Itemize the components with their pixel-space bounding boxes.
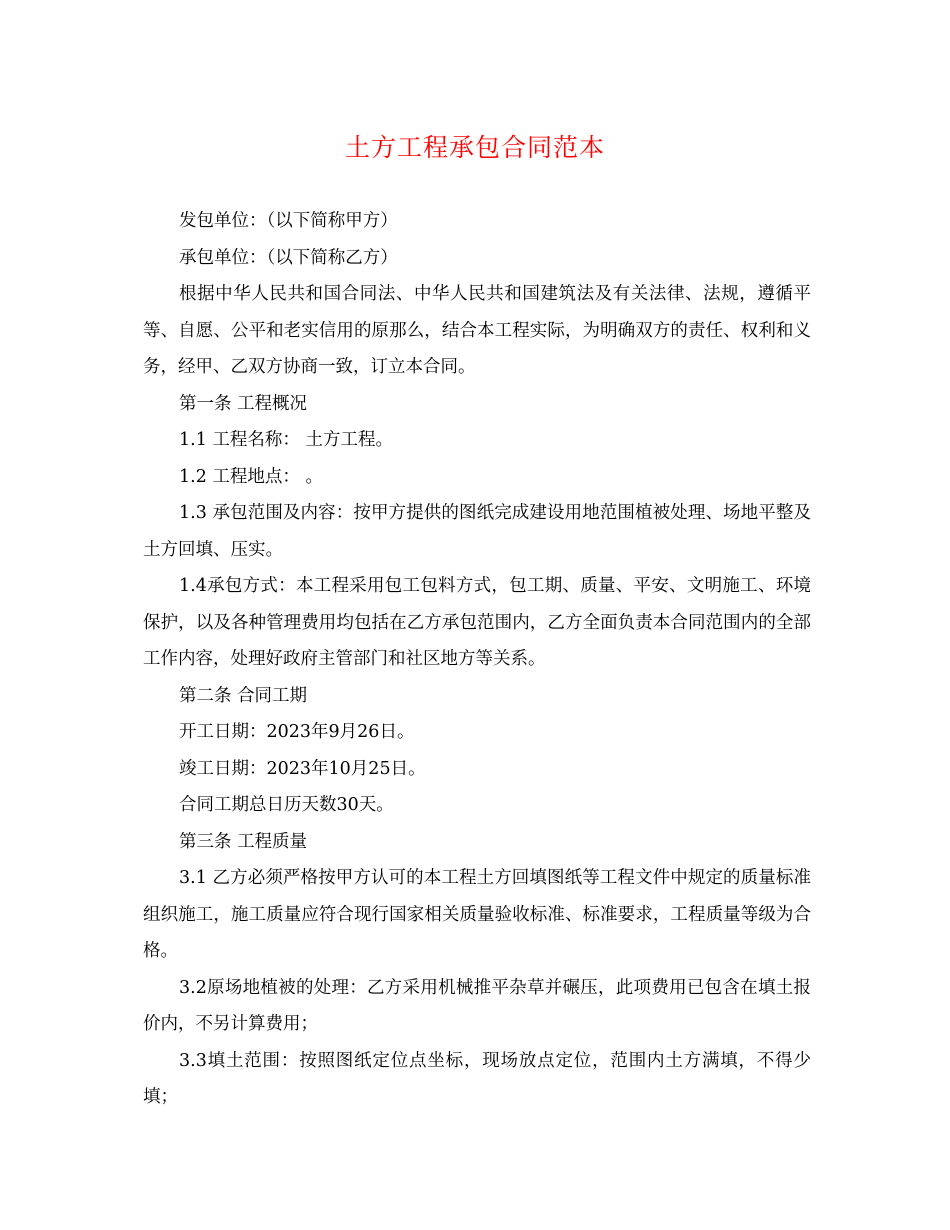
clause-1-4: 1.4承包方式：本工程采用包工包料方式，包工期、质量、平安、文明施工、环境保护，以及各种管理费用均包括在乙方承包范围内，乙方全面负责本合同范围内的全部工作内容，处理好政府主管部门和社区地方等关系。	[143, 576, 811, 669]
clause-1-3: 1.3 承包范围及内容：按甲方提供的图纸完成建设用地范围植被处理、场地平整及土方回填、压实。	[143, 503, 811, 560]
start-date: 开工日期：2023年9月26日。	[179, 722, 415, 742]
clause-3-1: 3.1 乙方必须严格按甲方认可的本工程土方回填图纸等工程文件中规定的质量标准组织施工，施工质量应符合现行国家相关质量验收标准、标准要求，工程质量等级为合格。	[143, 868, 811, 961]
heading-article-1: 第一条 工程概况	[179, 393, 308, 414]
document-title: 土方工程承包合同范本	[344, 133, 605, 162]
paragraph-employer: 发包单位：（以下简称甲方）	[179, 211, 398, 231]
total-duration: 合同工期总日历天数30天。	[179, 795, 394, 815]
completion-date: 竣工日期：2023年10月25日。	[179, 758, 426, 779]
document-body	[143, 203, 811, 1116]
paragraph-contractor: 承包单位：（以下简称乙方）	[179, 247, 398, 268]
clause-3-2: 3.2原场地植被的处理：乙方采用机械推平杂草并碾压，此项费用已包含在填土报价内，不另计算费用；	[143, 977, 811, 1034]
paragraph-preamble: 根据中华人民共和国合同法、中华人民共和国建筑法及有关法律、法规，遵循平等、自愿、公平和老实信用的原那么，结合本工程实际，为明确双方的责任、权利和义务，经甲、乙双方协商一致，订立本合同。	[143, 284, 811, 377]
heading-article-3: 第三条 工程质量	[179, 831, 308, 852]
clause-1-1: 1.1 工程名称： 土方工程。	[179, 430, 393, 450]
clause-3-3: 3.3填土范围：按照图纸定位点坐标，现场放点定位，范围内土方满填，不得少填；	[143, 1050, 811, 1107]
clause-1-2: 1.2 工程地点： 。	[179, 466, 323, 487]
heading-article-2: 第二条 合同工期	[179, 685, 308, 706]
